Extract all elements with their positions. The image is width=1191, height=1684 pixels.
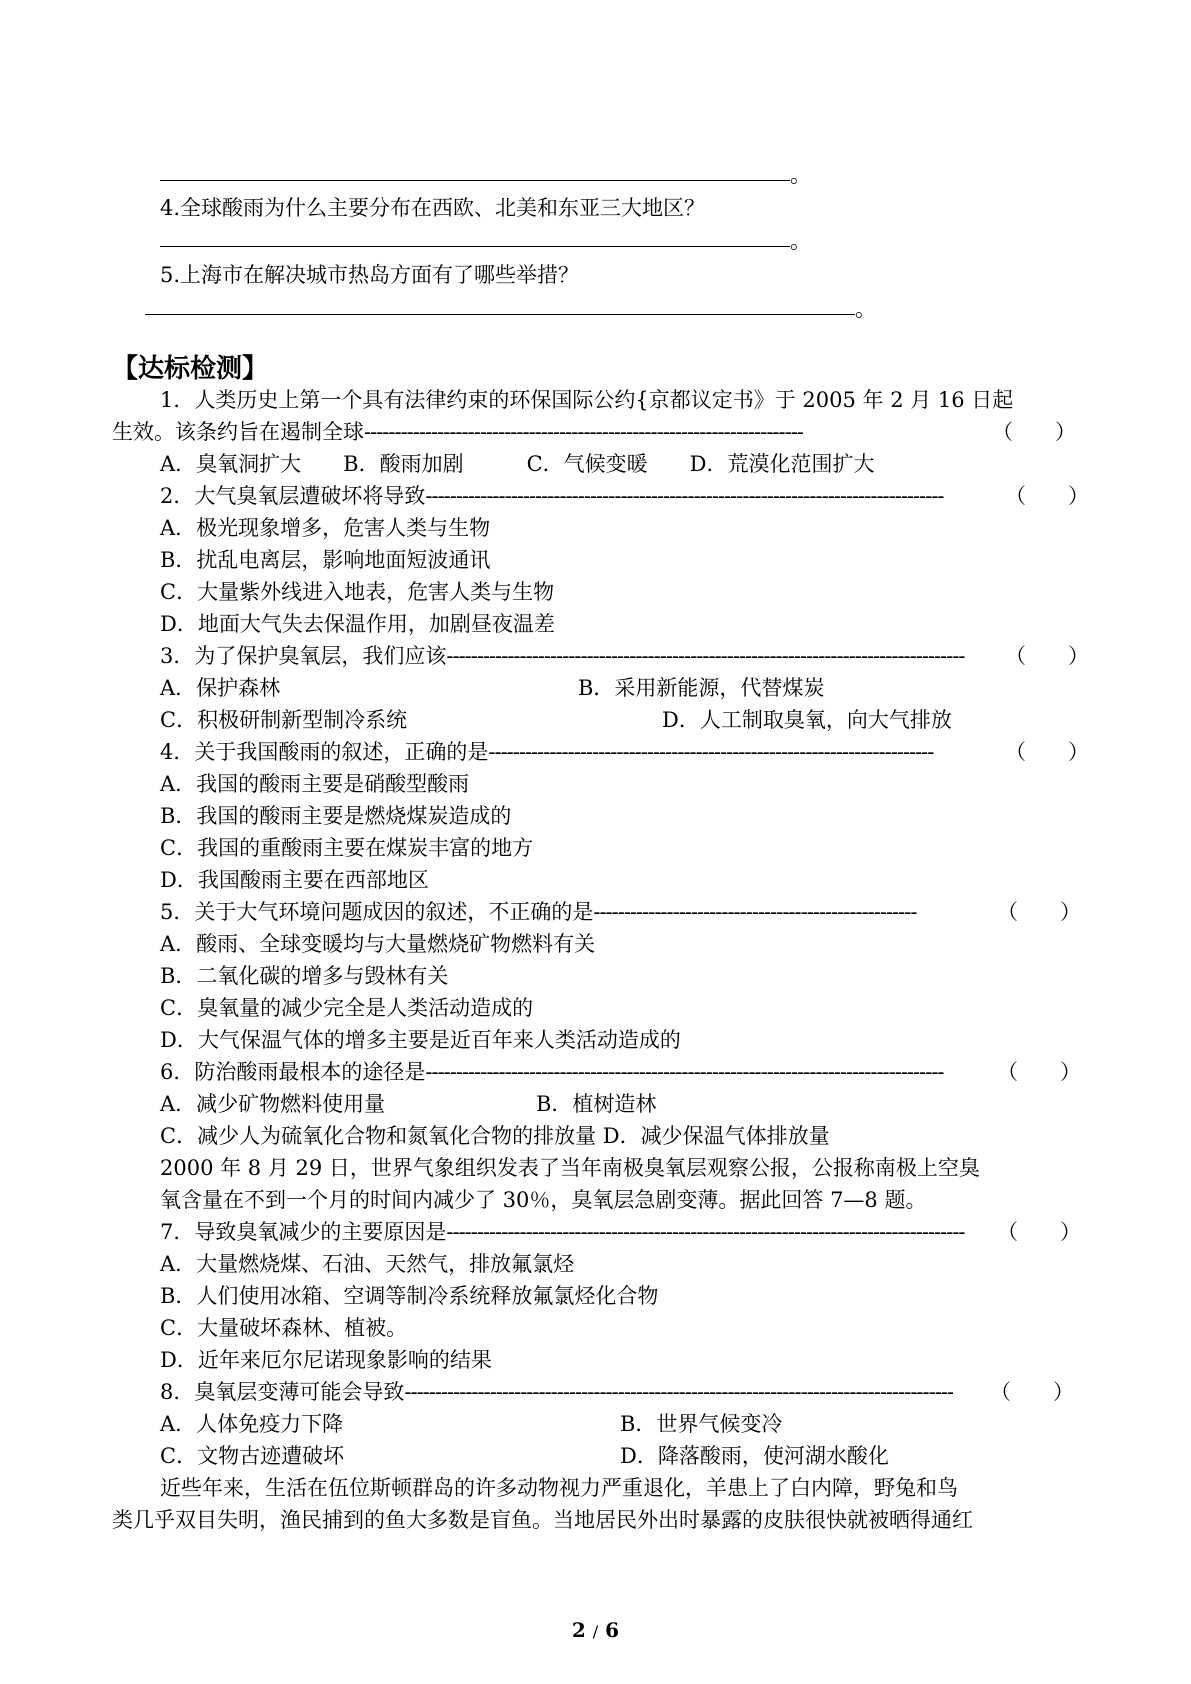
passage-text: 近些年来，生活在伍位斯顿群岛的许多动物视力严重退化，羊患上了白内障，野兔和鸟 bbox=[160, 1476, 958, 1500]
option: D．近年来厄尔尼诺现象影响的结果 bbox=[160, 1348, 492, 1372]
option: D．降落酸雨，使河湖水酸化 bbox=[620, 1444, 889, 1468]
answer-end: 。 bbox=[790, 229, 811, 253]
passage-text: 氧含量在不到一个月的时间内减少了 30％，臭氧层急剧变薄。据此回答 7—8 题。 bbox=[160, 1188, 927, 1212]
question-stem: 7．导致臭氧减少的主要原因是 bbox=[160, 1220, 447, 1244]
leader-dashes: ------------------------------------------------------------------------ bbox=[364, 420, 803, 444]
answer-blank[interactable] bbox=[160, 180, 790, 181]
answer-paren[interactable]: （ ） bbox=[990, 1380, 1074, 1404]
question-text: 1．人类历史上第一个具有法律约束的环保国际公约{京都议定书》于 2005 年 2 月 16 日起 bbox=[160, 388, 1014, 412]
option: C．文物古迹遭破坏 bbox=[160, 1444, 345, 1468]
question-text: 4.全球酸雨为什么主要分布在西欧、北美和东亚三大地区？ bbox=[160, 196, 706, 220]
leader-dashes: ------------------------------------------------------------------------------------- bbox=[446, 644, 965, 668]
leader-dashes: ------------------------------------------------------------------------------------- bbox=[425, 484, 944, 508]
option: B．我国的酸雨主要是燃烧煤炭造成的 bbox=[160, 804, 512, 828]
answer-paren[interactable]: （ ） bbox=[1005, 644, 1089, 668]
answer-paren[interactable]: （ ） bbox=[992, 420, 1076, 444]
question-text bbox=[160, 481, 944, 511]
option: A．保护森林 bbox=[160, 676, 281, 700]
option: C．臭氧量的减少完全是人类活动造成的 bbox=[160, 996, 534, 1020]
page-total: 6 bbox=[605, 1618, 620, 1642]
page-current: 2 bbox=[571, 1618, 586, 1642]
question-stem: 4．关于我国酸雨的叙述，正确的是 bbox=[160, 740, 489, 764]
option: B．扰乱电离层，影响地面短波通讯 bbox=[160, 548, 491, 572]
page-number bbox=[0, 1618, 1191, 1642]
question-text bbox=[160, 1057, 944, 1087]
answer-paren[interactable]: （ ） bbox=[997, 1220, 1081, 1244]
answer-paren[interactable]: （ ） bbox=[997, 1060, 1081, 1084]
question-text bbox=[160, 897, 916, 927]
question-text: 5.上海市在解决城市热岛方面有了哪些举措？ bbox=[160, 263, 580, 287]
option: B．植树造林 bbox=[536, 1092, 657, 1116]
question-stem: 6．防治酸雨最根本的途径是 bbox=[160, 1060, 426, 1084]
option: C．减少人为硫氧化合物和氮氧化合物的排放量 D．减少保温气体排放量 bbox=[160, 1124, 830, 1148]
option: A．减少矿物燃料使用量 bbox=[160, 1092, 386, 1116]
leader-dashes: ----------------------------------------------------- bbox=[593, 900, 917, 924]
option: B．世界气候变冷 bbox=[620, 1412, 783, 1436]
answer-end: 。 bbox=[790, 163, 811, 187]
question-stem: 8．臭氧层变薄可能会导致 bbox=[160, 1380, 405, 1404]
answer-paren[interactable]: （ ） bbox=[997, 900, 1081, 924]
option: B．采用新能源，代替煤炭 bbox=[578, 676, 825, 700]
option: D．人工制取臭氧，向大气排放 bbox=[662, 708, 952, 732]
leader-dashes: ------------------------------------------------------------------------- bbox=[488, 740, 934, 764]
question-text bbox=[160, 1377, 953, 1407]
option: D．我国酸雨主要在西部地区 bbox=[160, 868, 429, 892]
answer-blank[interactable] bbox=[145, 314, 855, 315]
option: B．人们使用冰箱、空调等制冷系统释放氟氯烃化合物 bbox=[160, 1284, 659, 1308]
section-title: 【达标检测】 bbox=[112, 354, 269, 384]
answer-paren[interactable]: （ ） bbox=[1005, 740, 1089, 764]
answer-blank[interactable] bbox=[160, 246, 790, 247]
leader-dashes: ------------------------------------------------------------------------------------------ bbox=[404, 1380, 953, 1404]
question-stem: 2．大气臭氧层遭破坏将导致 bbox=[160, 484, 426, 508]
question-text bbox=[112, 417, 803, 447]
passage-text: 2000 年 8 月 29 日，世界气象组织发表了当年南极臭氧层观察公报，公报称南极上空臭 bbox=[160, 1156, 980, 1180]
option: A．酸雨、全球变暖均与大量燃烧矿物燃料有关 bbox=[160, 932, 596, 956]
option: D．大气保温气体的增多主要是近百年来人类活动造成的 bbox=[160, 1028, 681, 1052]
question-stem: 生效。该条约旨在遏制全球 bbox=[112, 420, 364, 444]
leader-dashes: ------------------------------------------------------------------------------------- bbox=[425, 1060, 944, 1084]
question-text bbox=[160, 641, 965, 671]
question-text bbox=[160, 737, 933, 767]
option: A．极光现象增多，危害人类与生物 bbox=[160, 516, 491, 540]
options-line: A．臭氧洞扩大 B．酸雨加剧 C．气候变暖 D．荒漠化范围扩大 bbox=[160, 452, 875, 476]
answer-end: 。 bbox=[855, 297, 876, 321]
passage-text: 类几乎双目失明，渔民捕到的鱼大多数是盲鱼。当地居民外出时暴露的皮肤很快就被晒得通红 bbox=[112, 1508, 973, 1532]
option: C．大量破坏森林、植被。 bbox=[160, 1316, 408, 1340]
option: B．二氧化碳的增多与毁林有关 bbox=[160, 964, 449, 988]
leader-dashes: ------------------------------------------------------------------------------------- bbox=[446, 1220, 965, 1244]
option: C．积极研制新型制冷系统 bbox=[160, 708, 408, 732]
option: C．大量紫外线进入地表，危害人类与生物 bbox=[160, 580, 555, 604]
page-separator: / bbox=[592, 1622, 599, 1641]
option: D．地面大气失去保温作用，加剧昼夜温差 bbox=[160, 612, 555, 636]
question-text bbox=[160, 1217, 965, 1247]
option: C．我国的重酸雨主要在煤炭丰富的地方 bbox=[160, 836, 534, 860]
answer-paren[interactable]: （ ） bbox=[1005, 484, 1089, 508]
option: A．大量燃烧煤、石油、天然气，排放氟氯烃 bbox=[160, 1252, 575, 1276]
question-stem: 5．关于大气环境问题成因的叙述，不正确的是 bbox=[160, 900, 594, 924]
question-stem: 3．为了保护臭氧层，我们应该 bbox=[160, 644, 447, 668]
option: A．我国的酸雨主要是硝酸型酸雨 bbox=[160, 772, 470, 796]
option: A．人体免疫力下降 bbox=[160, 1412, 344, 1436]
